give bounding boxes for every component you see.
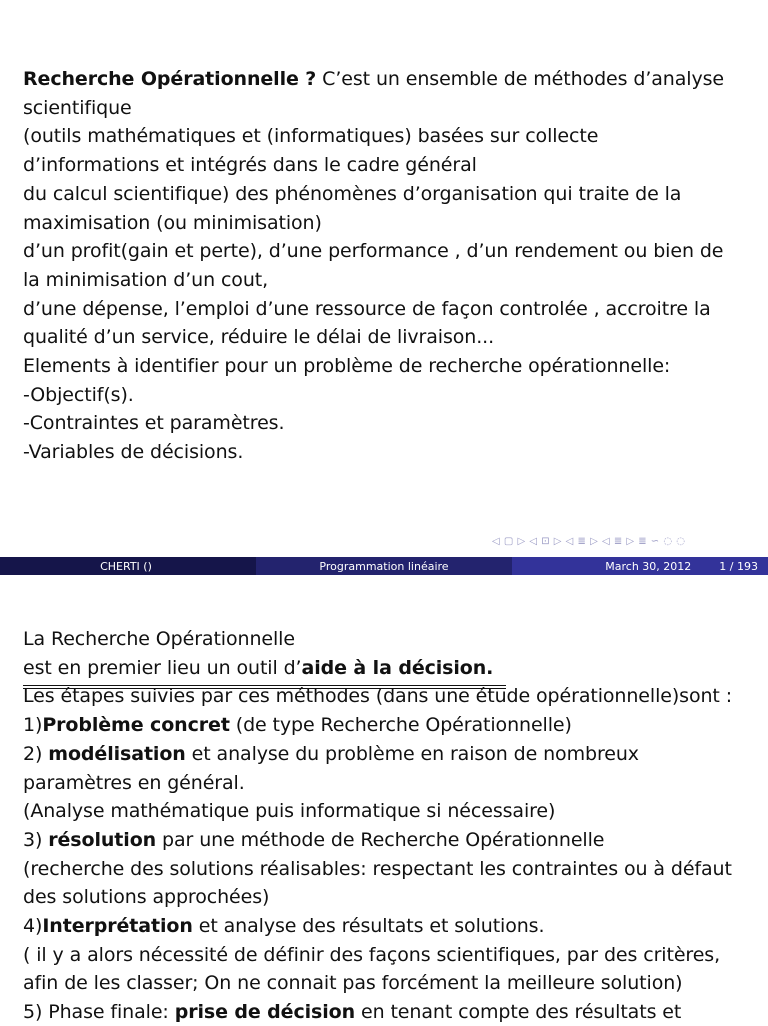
text-run: (outils mathématiques et (informatiques) basées sur collecte [23, 125, 599, 148]
bold-term: modélisation [48, 742, 186, 765]
text-run: 5) Phase finale: [23, 1001, 175, 1024]
slide-2-body-line [23, 912, 544, 940]
text-run: qualité d’un service, réduire le délai de livraison... [23, 326, 495, 349]
bold-term: Interprétation [42, 915, 193, 937]
text-run: Elements à identifier pour un problème de recherche opérationnelle: [23, 355, 671, 377]
text-run: et analyse du problème en raison de nombreux [185, 742, 639, 765]
slide-2-body-line [23, 855, 732, 883]
slide-2-body-line [23, 654, 493, 682]
slide-1-body-line [23, 352, 670, 380]
text-run: par une méthode de Recherche Opérationnelle [156, 828, 605, 851]
text-run: d’informations et intégrés dans le cadre général [23, 154, 477, 177]
slide-2-body-line [23, 740, 639, 768]
bold-term: aide à la décision. [301, 656, 494, 679]
slide-1-body-line [23, 438, 243, 466]
text-run: (recherche des solutions réalisables: respectant les contraintes ou à défaut [23, 857, 732, 880]
footer-author [0, 557, 256, 575]
text-run: des solutions approchées) [23, 886, 270, 909]
bold-term: prise de décision [174, 1001, 356, 1024]
slide-1-body-line [23, 180, 681, 208]
text-run: Les étapes suivies par ces méthodes (dans une étude opérationnelle)sont : [23, 685, 733, 708]
slide-2-body-line [23, 969, 683, 997]
text-run: -Objectif(s). [23, 383, 134, 406]
text-run: d’une dépense, l’emploi d’une ressource de façon controlée , accroitre la [23, 297, 711, 320]
slide-2-body-line [23, 826, 604, 854]
text-run: scientifique [23, 96, 132, 119]
footer-title [256, 557, 512, 575]
text-run: en tenant compte des résultats et [355, 1001, 682, 1024]
slide-1-body-line [23, 151, 477, 179]
text-run: 4) [23, 915, 43, 937]
slide-footer [0, 557, 768, 575]
slide-1-body-line [23, 381, 134, 409]
text-run: afin de les classer; On ne connait pas forcément la meilleure solution) [23, 972, 683, 995]
slide-1-body-line [23, 266, 268, 294]
footer-date-page [512, 557, 768, 575]
text-run: (de type Recherche Opérationnelle) [229, 714, 572, 737]
text-run: paramètres en général. [23, 771, 245, 794]
text-run: est en premier lieu un outil d’ [23, 656, 302, 679]
bold-term: Recherche Opérationnelle ? [23, 68, 317, 90]
slide-1-body-line [23, 209, 322, 237]
text-run: du calcul scientifique) des phénomènes d’organisation qui traite de la [23, 182, 682, 205]
slide-1-body-line [23, 237, 723, 265]
text-run: La Recherche Opérationnelle [23, 628, 295, 650]
footer-author-text: CHERTI () [100, 559, 152, 573]
slide-2 [0, 575, 768, 1024]
slide-1-body-line [23, 323, 494, 351]
beamer-navigation-icons[interactable]: ◁ ▢ ▷ ◁ ⊡ ▷ ◁ ≣ ▷ ◁ ≣ ▷ ≣ ∽ ◌ ◌ [492, 536, 686, 547]
slide-2-body-line [23, 682, 732, 710]
footer-page-number: 1 / 193 [719, 559, 758, 573]
underline-rule [23, 685, 506, 686]
footer-date: March 30, 2012 [605, 559, 692, 573]
slide-1-body-line [23, 295, 711, 323]
text-run: (Analyse mathématique puis informatique si nécessaire) [23, 800, 556, 823]
text-run: -Variables de décisions. [23, 441, 244, 464]
slide-2-body-line [23, 711, 572, 739]
text-run: 1) [23, 714, 43, 737]
slide-2-body-line [23, 797, 555, 825]
text-run: ( il y a alors nécessité de définir des façons scientifiques, par des critères, [23, 943, 721, 966]
text-run: C’est un ensemble de méthodes d’analyse [316, 68, 724, 90]
slide-1-body-line [23, 94, 132, 122]
slide-1-body-line [23, 65, 724, 93]
bold-term: résolution [48, 828, 157, 851]
slide-2-body-line [23, 941, 720, 969]
text-run: d’un profit(gain et perte), d’une performance , d’un rendement ou bien de [23, 240, 724, 263]
bold-term: Problème concret [42, 714, 230, 737]
text-run: -Contraintes et paramètres. [23, 412, 285, 435]
slide-2-body-line [23, 769, 245, 797]
slide-1-body-line [23, 409, 284, 437]
underline-rule [23, 688, 506, 689]
text-run: la minimisation d’un cout, [23, 268, 269, 291]
text-run: et analyse des résultats et solutions. [192, 915, 545, 937]
slide-2-body-line [23, 998, 681, 1026]
text-run: 3) [23, 828, 49, 851]
slide-1-body-line [23, 122, 598, 150]
footer-title-text: Programmation linéaire [319, 559, 449, 573]
text-run: 2) [23, 742, 49, 765]
slide-2-body-line [23, 625, 295, 653]
slide-2-body-line [23, 883, 269, 911]
text-run: maximisation (ou minimisation) [23, 211, 322, 234]
